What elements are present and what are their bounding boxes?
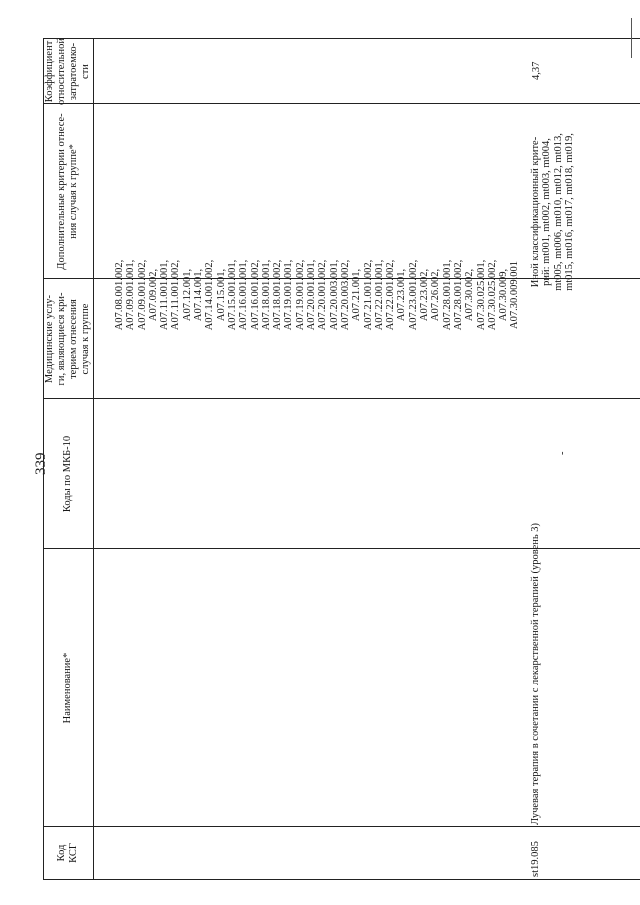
- service-code: A07.23.002,: [419, 268, 431, 322]
- service-code: A07.21.001,: [351, 268, 363, 322]
- service-code: A07.30.025.001,: [475, 259, 487, 331]
- service-code: A07.26.002,: [430, 268, 442, 322]
- service-code: A07.23.001.002,: [407, 259, 419, 331]
- service-code: A07.15.001,: [215, 268, 227, 322]
- col-divider-1: [43, 826, 640, 827]
- service-code: A07.20.001.002,: [317, 259, 329, 331]
- service-code: A07.16.001.001,: [238, 259, 250, 331]
- service-code: A07.28.001.001,: [441, 259, 453, 331]
- service-code: A07.12.001,: [181, 268, 193, 322]
- service-code: A07.18.001.001,: [260, 259, 272, 331]
- service-code: A07.22.001.002,: [385, 259, 397, 331]
- row-code: st19.085: [530, 841, 541, 877]
- row-mkb: -: [557, 451, 568, 455]
- service-code: A07.09.001.001,: [125, 259, 137, 331]
- col-divider-3: [43, 398, 640, 399]
- criteria-line: mt005, mt006, mt010, mt012, mt013,: [552, 133, 564, 291]
- service-code: A07.19.001.001,: [283, 259, 295, 331]
- header-code: Код КСГ: [56, 843, 79, 863]
- services-list: [114, 210, 521, 380]
- service-code: A07.30.002,: [464, 268, 476, 322]
- row-coefficient: 4,37: [531, 61, 542, 80]
- service-code: A07.20.001.001,: [306, 259, 318, 331]
- header-mkb: Коды по МКБ-10: [62, 435, 73, 513]
- service-code: A07.11.001.002,: [170, 259, 182, 331]
- criteria-line: рий: mt001, mt002, mt003, mt004,: [541, 138, 553, 286]
- service-code: A07.23.001,: [396, 268, 408, 322]
- service-code: A07.11.001.001,: [159, 259, 171, 331]
- service-code: A07.09.001.002,: [136, 259, 148, 331]
- header-criteria: Дополнительные критерии отнесе- ния случая к группе*: [56, 113, 79, 270]
- service-code: A07.22.001.001,: [373, 259, 385, 331]
- scan-mark: [631, 18, 632, 58]
- header-name: Наименование*: [62, 652, 73, 724]
- service-code: A07.14.001.002,: [204, 259, 216, 331]
- row-name: Лучевая терапия в сочетании с лекарственной терапией (уровень 3): [530, 522, 541, 825]
- service-code: A07.19.001.002,: [294, 259, 306, 331]
- service-code: A07.16.001.002,: [249, 259, 261, 331]
- service-code: A07.20.003.001,: [328, 259, 340, 331]
- service-code: A07.08.001.002,: [114, 259, 125, 331]
- service-code: A07.28.001.002,: [452, 259, 464, 331]
- header-services: Медицинские услу- ги, являющиеся кри- терием отнесения случая к группе: [44, 292, 91, 386]
- service-code: A07.30.009,: [498, 268, 510, 322]
- service-code: A07.15.001.001,: [226, 259, 238, 331]
- header-bottom-border: [93, 39, 94, 879]
- page-number: 339: [33, 452, 49, 475]
- service-code: A07.20.003.002,: [339, 259, 351, 331]
- service-code: A07.30.025.002,: [486, 259, 498, 331]
- service-code: A07.09.002,: [147, 268, 159, 322]
- criteria-line: Иной классификационный крите-: [530, 136, 541, 288]
- criteria-list: [530, 117, 575, 307]
- col-divider-2: [43, 548, 640, 549]
- col-divider-5: [43, 103, 640, 104]
- criteria-line: mt015, mt016, mt017, mt018, mt019,: [563, 133, 575, 291]
- service-code: A07.30.009.001: [509, 261, 521, 329]
- service-code: A07.18.001.002,: [272, 259, 284, 331]
- service-code: A07.14.001,: [193, 268, 205, 322]
- header-coefficient: Коэффициент относительной затратоемко- сти: [44, 38, 91, 105]
- service-code: A07.21.001.002,: [362, 259, 374, 331]
